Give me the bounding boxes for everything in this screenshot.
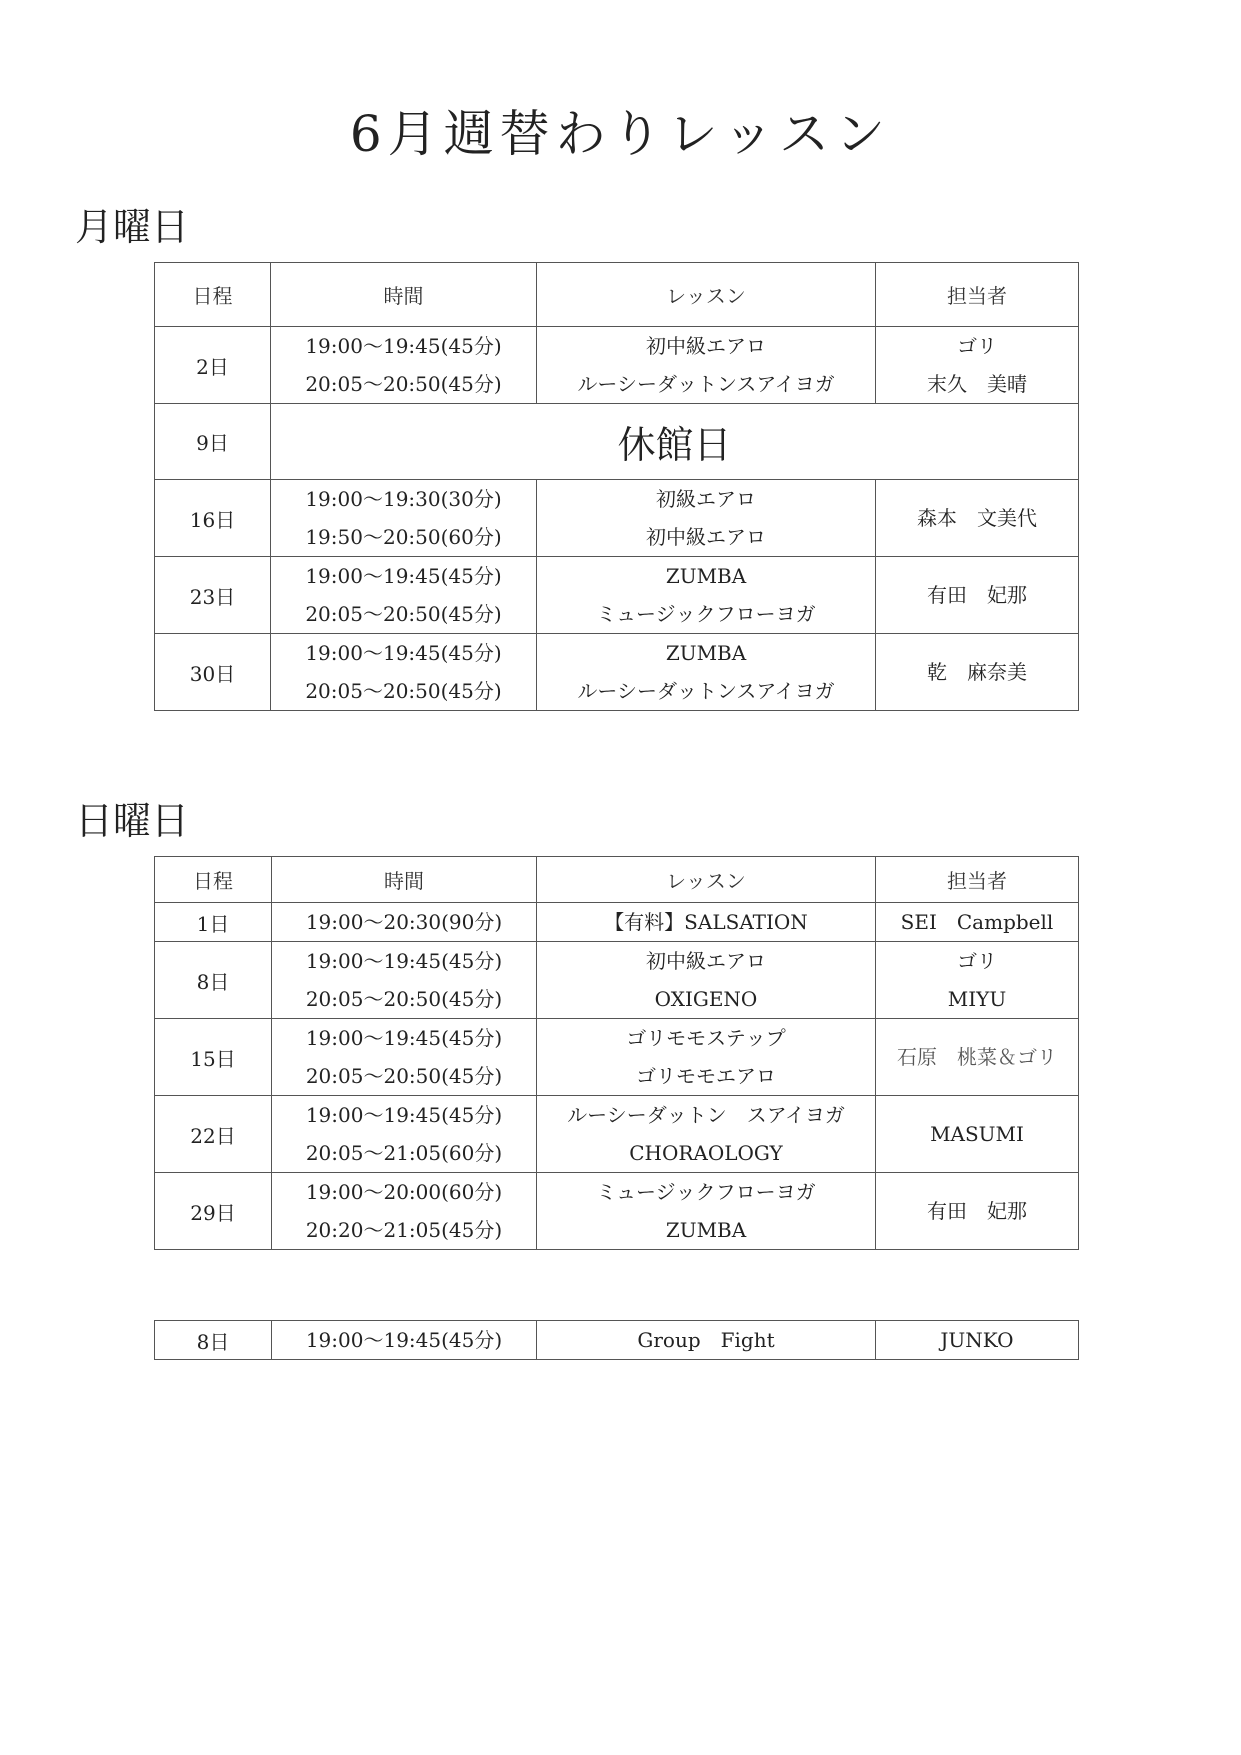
instructor-cell-line: 末久 美晴 (927, 372, 1027, 396)
lesson-cell-line: ミュージックフローヨガ (596, 1180, 816, 1204)
time-cell-line: 19:00～19:45(45分) (305, 1103, 503, 1127)
instructor-cell (876, 634, 1079, 711)
header-date: 日程 (155, 857, 272, 903)
lesson-cell (537, 1321, 876, 1360)
time-cell (272, 1096, 537, 1173)
instructor-cell-line: 有田 妃那 (927, 583, 1027, 607)
date-cell: 22日 (155, 1096, 272, 1173)
time-cell (271, 327, 537, 404)
time-cell (272, 1173, 537, 1250)
time-cell-line: 19:50～20:50(60分) (305, 525, 502, 549)
table-row (155, 634, 1079, 711)
instructor-cell (876, 1321, 1079, 1360)
page-title: 6月週替わりレッスン (349, 105, 892, 163)
time-cell-line: 20:05～20:50(45分) (305, 372, 502, 396)
lesson-cell-line: 【有料】SALSATION (604, 910, 808, 934)
time-cell (272, 942, 537, 1019)
time-cell-line: 20:05～20:50(45分) (305, 602, 502, 626)
extra-table (154, 1320, 1079, 1360)
instructor-cell-line: 石原 桃菜＆ゴリ (897, 1045, 1057, 1069)
date-cell: 2日 (155, 327, 271, 404)
lesson-cell-line: Group Fight (637, 1328, 775, 1352)
lesson-cell-line: ゴリモモエアロ (636, 1064, 776, 1088)
time-cell (271, 634, 537, 711)
lesson-cell-line: OXIGENO (654, 987, 758, 1011)
instructor-cell-line: JUNKO (940, 1328, 1014, 1352)
lesson-cell-line: 初中級エアロ (646, 949, 766, 973)
time-cell-line: 19:00～19:45(45分) (305, 564, 502, 588)
time-cell-line: 19:00～20:30(90分) (305, 910, 503, 934)
date-cell: 15日 (155, 1019, 272, 1096)
lesson-cell-line: ミュージックフローヨガ (596, 602, 816, 626)
time-cell-line: 19:00～19:45(45分) (305, 1026, 503, 1050)
monday-table (154, 262, 1079, 711)
instructor-cell-line: ゴリ (957, 334, 997, 358)
lesson-cell-line: ZUMBA (665, 1218, 747, 1242)
table-row (155, 903, 1079, 942)
monday-heading: 月曜日 (75, 205, 190, 249)
lesson-cell-line: 初中級エアロ (646, 334, 766, 358)
time-cell (271, 557, 537, 634)
time-cell-line: 19:00～19:45(45分) (305, 334, 502, 358)
instructor-cell (876, 480, 1079, 557)
instructor-cell-line: MIYU (947, 987, 1007, 1011)
date-cell: 1日 (155, 903, 272, 942)
time-cell (272, 903, 537, 942)
lesson-cell (537, 903, 876, 942)
lesson-cell (537, 557, 876, 634)
table-row (155, 404, 1079, 480)
date-cell: 30日 (155, 634, 271, 711)
header-lesson: レッスン (537, 263, 876, 327)
time-cell (272, 1321, 537, 1360)
time-cell-line: 20:05～20:50(45分) (305, 987, 503, 1011)
instructor-cell-line: 有田 妃那 (927, 1199, 1027, 1223)
lesson-cell-line: ルーシーダットンスアイヨガ (577, 372, 835, 396)
instructor-cell-line: MASUMI (930, 1122, 1024, 1146)
time-cell (271, 480, 537, 557)
lesson-cell-line: ZUMBA (665, 564, 747, 588)
date-cell: 16日 (155, 480, 271, 557)
instructor-cell (876, 1173, 1079, 1250)
instructor-cell (876, 1019, 1079, 1096)
instructor-cell-line: 森本 文美代 (917, 506, 1037, 530)
sunday-table (154, 856, 1079, 1250)
table-row (155, 1173, 1079, 1250)
header-time: 時間 (272, 857, 537, 903)
header-lesson: レッスン (537, 857, 876, 903)
header-row (155, 857, 1079, 903)
date-cell: 29日 (155, 1173, 272, 1250)
time-cell-line: 20:05～20:50(45分) (305, 1064, 503, 1088)
time-cell-line: 19:00～19:45(45分) (305, 949, 503, 973)
instructor-cell (876, 942, 1079, 1019)
lesson-cell (537, 634, 876, 711)
instructor-cell-line: SEI Campbell (900, 910, 1054, 934)
lesson-cell (537, 1173, 876, 1250)
header-time: 時間 (271, 263, 537, 327)
lesson-cell-line: CHORAOLOGY (629, 1141, 783, 1165)
lesson-cell (537, 1096, 876, 1173)
instructor-cell-line: 乾 麻奈美 (927, 660, 1027, 684)
header-instructor: 担当者 (876, 857, 1079, 903)
lesson-cell (537, 327, 876, 404)
time-cell-line: 19:00～19:45(45分) (305, 1328, 503, 1352)
table-row (155, 1096, 1079, 1173)
closed-cell: 休館日 (271, 404, 1079, 480)
lesson-cell-line: 初級エアロ (656, 487, 756, 511)
date-cell: 23日 (155, 557, 271, 634)
lesson-cell-line: ゴリモモステップ (626, 1026, 786, 1050)
lesson-cell-line: ルーシーダットン スアイヨガ (567, 1103, 845, 1127)
table-row (155, 1019, 1079, 1096)
lesson-cell (537, 1019, 876, 1096)
date-cell: 8日 (155, 942, 272, 1019)
time-cell-line: 19:00～19:45(45分) (305, 641, 502, 665)
instructor-cell-line: ゴリ (957, 949, 997, 973)
header-row (155, 263, 1079, 327)
table-row (155, 480, 1079, 557)
time-cell-line: 20:05～21:05(60分) (305, 1141, 503, 1165)
date-cell: 8日 (155, 1321, 272, 1360)
lesson-cell (537, 480, 876, 557)
time-cell-line: 19:00～19:30(30分) (305, 487, 502, 511)
lesson-cell-line: ルーシーダットンスアイヨガ (577, 679, 835, 703)
date-cell: 9日 (155, 404, 271, 480)
lesson-cell-line: 初中級エアロ (646, 525, 766, 549)
lesson-cell (537, 942, 876, 1019)
instructor-cell (876, 1096, 1079, 1173)
table-row (155, 557, 1079, 634)
table-row (155, 942, 1079, 1019)
instructor-cell (876, 557, 1079, 634)
header-instructor: 担当者 (876, 263, 1079, 327)
table-row (155, 327, 1079, 404)
time-cell-line: 19:00～20:00(60分) (305, 1180, 503, 1204)
instructor-cell (876, 903, 1079, 942)
instructor-cell (876, 327, 1079, 404)
table-row (155, 1321, 1079, 1360)
header-date: 日程 (155, 263, 271, 327)
time-cell-line: 20:05～20:50(45分) (305, 679, 502, 703)
time-cell (272, 1019, 537, 1096)
lesson-cell-line: ZUMBA (665, 641, 747, 665)
time-cell-line: 20:20～21:05(45分) (305, 1218, 503, 1242)
sunday-heading: 日曜日 (75, 799, 190, 843)
